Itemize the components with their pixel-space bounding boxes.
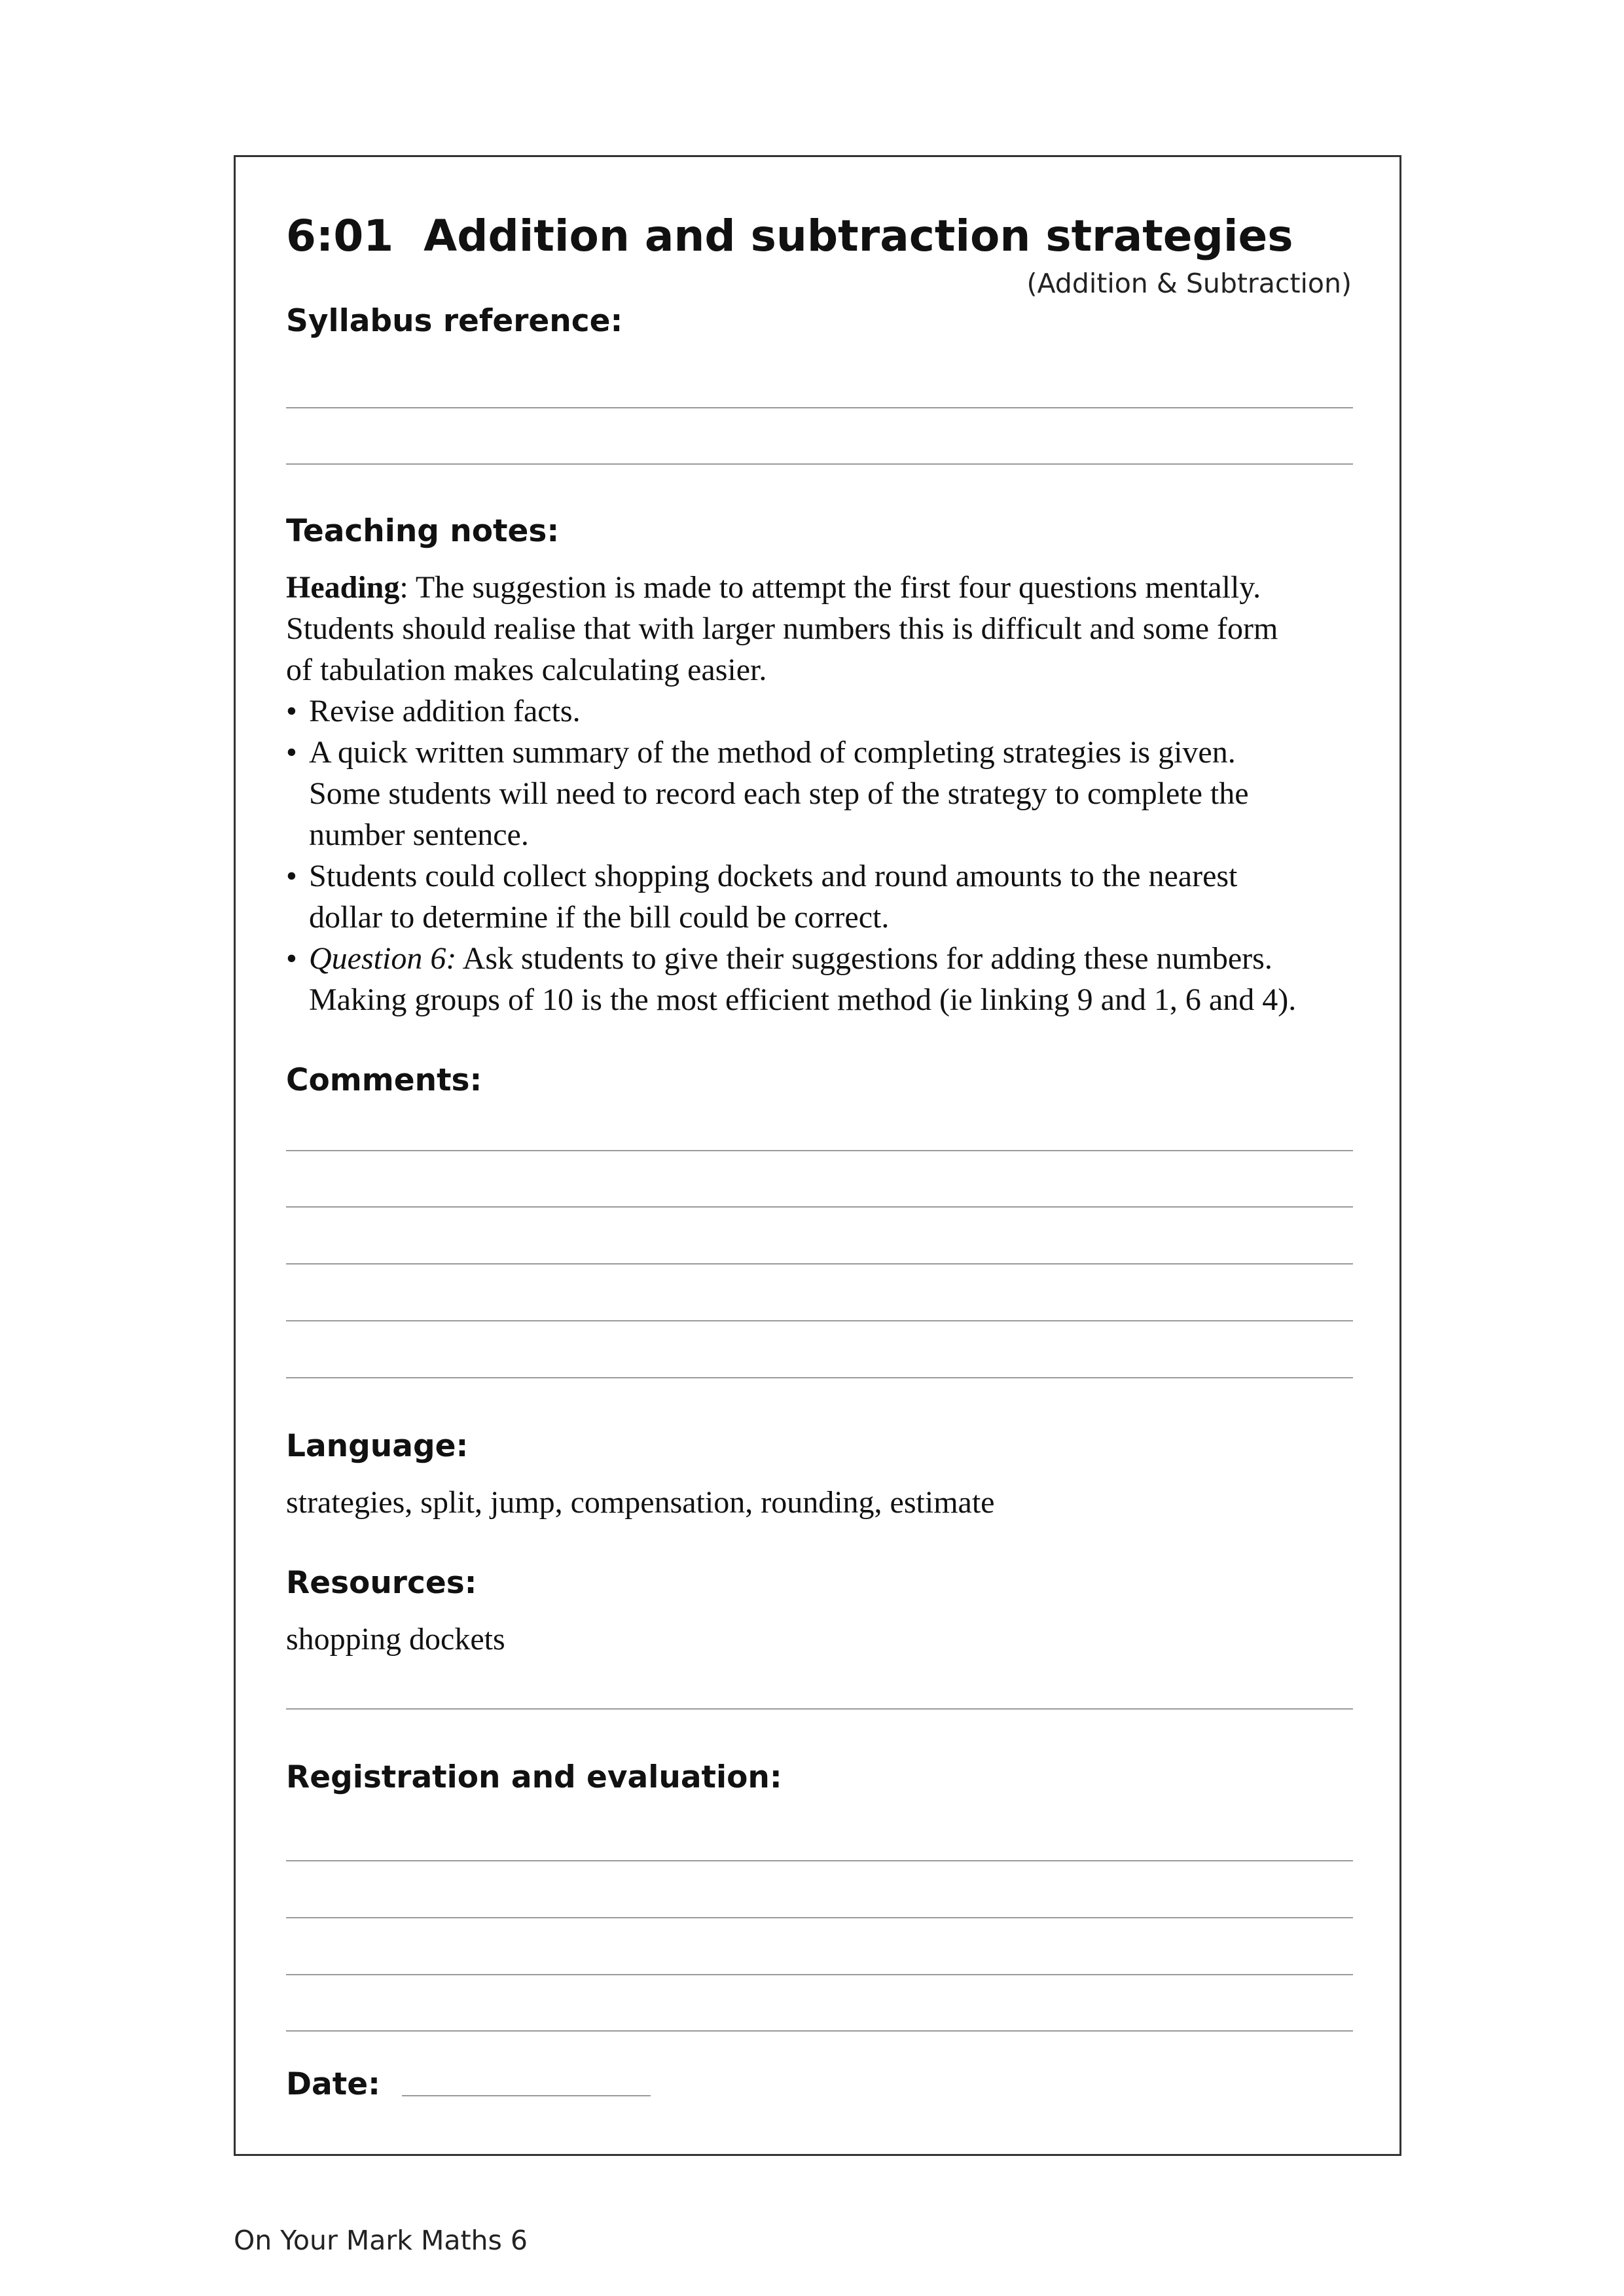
notes-bullet-item	[286, 855, 1360, 938]
language-heading: Language:	[286, 1428, 469, 1464]
bullet-italic-lead: Question 6:	[309, 941, 457, 976]
resources-line[interactable]	[286, 1708, 1353, 1710]
registration-line-4[interactable]	[286, 2030, 1353, 2032]
comments-line-1[interactable]	[286, 1150, 1353, 1151]
syllabus-line-1[interactable]	[286, 407, 1353, 408]
language-text: strategies, split, jump, compensation, rounding, estimate	[286, 1485, 995, 1520]
strand-label: (Addition & Subtraction)	[1026, 268, 1352, 299]
bullet-marker: •	[286, 859, 297, 893]
registration-heading: Registration and evaluation:	[286, 1759, 782, 1795]
teaching-notes-body	[286, 567, 1360, 1020]
notes-intro-line: Students should realise that with larger numbers this is difficult and some form	[286, 611, 1278, 646]
notes-intro	[286, 567, 1360, 691]
notes-bullet-item	[286, 732, 1360, 855]
registration-line-1[interactable]	[286, 1860, 1353, 1861]
bullet-line: Ask students to give their suggestions for adding these numbers.	[456, 941, 1272, 976]
bullet-line: Revise addition facts.	[309, 694, 581, 728]
page-frame	[234, 155, 1401, 2156]
date-label: Date:	[286, 2066, 380, 2102]
title-text: Addition and subtraction strategies	[424, 211, 1293, 261]
syllabus-line-2[interactable]	[286, 463, 1353, 465]
notes-intro-line: : The suggestion is made to attempt the first four questions mentally.	[399, 570, 1261, 605]
notes-intro-line: of tabulation makes calculating easier.	[286, 653, 767, 687]
bullet-line: Students could collect shopping dockets and round amounts to the nearest	[309, 859, 1238, 893]
date-field-line[interactable]	[402, 2095, 651, 2096]
notes-bullet-item	[286, 691, 1360, 732]
resources-heading: Resources:	[286, 1565, 477, 1601]
notes-intro-label: Heading	[286, 570, 400, 605]
comments-line-5[interactable]	[286, 1377, 1353, 1378]
syllabus-heading: Syllabus reference:	[286, 303, 623, 339]
comments-line-4[interactable]	[286, 1320, 1353, 1321]
bullet-line: Some students will need to record each step of the strategy to complete the	[309, 776, 1249, 811]
teaching-notes-heading: Teaching notes:	[286, 513, 560, 549]
bullet-marker: •	[286, 694, 297, 728]
bullet-line: A quick written summary of the method of completing strategies is given.	[309, 735, 1236, 770]
notes-bullet-list	[286, 691, 1360, 1020]
registration-line-2[interactable]	[286, 1917, 1353, 1918]
title-number: 6:01	[286, 211, 394, 261]
bullet-marker: •	[286, 941, 297, 976]
bullet-line: number sentence.	[309, 817, 529, 852]
comments-heading: Comments:	[286, 1062, 482, 1098]
resources-text: shopping dockets	[286, 1622, 505, 1657]
page-title	[286, 207, 1293, 266]
bullet-line: dollar to determine if the bill could be correct.	[309, 900, 890, 935]
footer-text: On Your Mark Maths 6	[234, 2225, 528, 2256]
comments-line-3[interactable]	[286, 1263, 1353, 1265]
bullet-line: Making groups of 10 is the most efficient method (ie linking 9 and 1, 6 and 4).	[309, 982, 1297, 1017]
comments-line-2[interactable]	[286, 1206, 1353, 1208]
registration-line-3[interactable]	[286, 1974, 1353, 1975]
bullet-marker: •	[286, 735, 297, 770]
notes-bullet-item	[286, 938, 1360, 1020]
